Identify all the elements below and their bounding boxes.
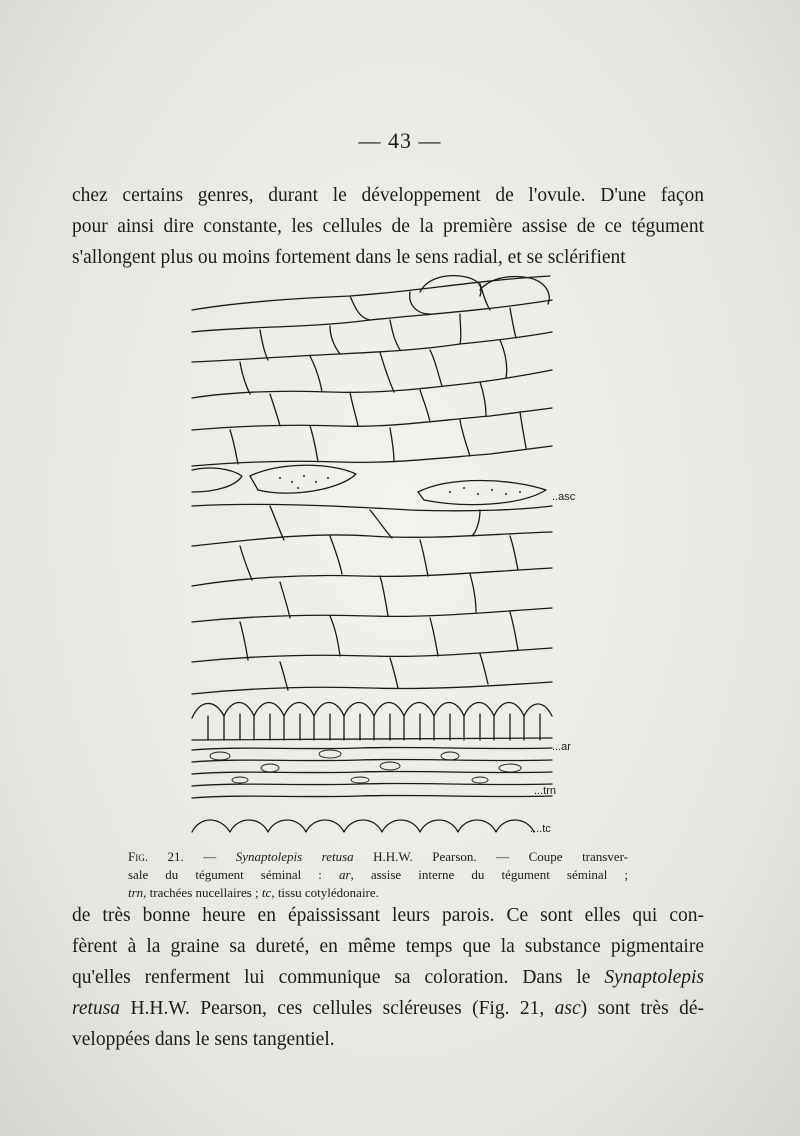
text-line: retusa H.H.W. Pearson, ces cellules scléreuses (Fig. 21, asc) sont très dé- bbox=[72, 998, 704, 1019]
figure-21-section-drawing bbox=[180, 270, 600, 844]
text-line: chez certains genres, durant le développement de l'ovule. D'une façon bbox=[72, 185, 704, 206]
caption-line: trn, trachées nucellaires ; tc, tissu cotylédonaire. bbox=[128, 885, 379, 900]
text-line: qu'elles renferment lui communique sa coloration. Dans le Synaptolepis bbox=[72, 967, 704, 988]
caption-species: Synaptolepis retusa bbox=[235, 849, 354, 864]
caption-line: Fig. 21. — Synaptolepis retusa H.H.W. Pearson. — Coupe transver- bbox=[128, 849, 629, 864]
paragraph-bottom bbox=[72, 900, 704, 1055]
paragraph-top bbox=[72, 180, 704, 273]
label-trn: ...trn bbox=[534, 785, 557, 797]
page-number: — 43 — bbox=[358, 128, 442, 153]
text-line: pour ainsi dire constante, les cellules de la première assise de ce tégument bbox=[72, 216, 704, 237]
label-ar: ...ar bbox=[552, 741, 571, 753]
text-line: fèrent à la graine sa dureté, en même temps que la substance pigmentaire bbox=[72, 936, 704, 957]
label-asc: ..asc bbox=[552, 491, 576, 503]
figure-caption bbox=[128, 848, 628, 902]
label-tc: ....tc bbox=[530, 823, 551, 835]
caption-line: sale du tégument séminal : ar, assise interne du tégument séminal ; bbox=[128, 867, 628, 882]
text-line: veloppées dans le sens tangentiel. bbox=[72, 1029, 335, 1050]
text-line: de très bonne heure en épaississant leurs parois. Ce sont elles qui con- bbox=[72, 905, 704, 926]
cell-section-illustration bbox=[180, 270, 600, 844]
text-line: s'allongent plus ou moins fortement dans le sens radial, et se sclérifient bbox=[72, 247, 626, 268]
